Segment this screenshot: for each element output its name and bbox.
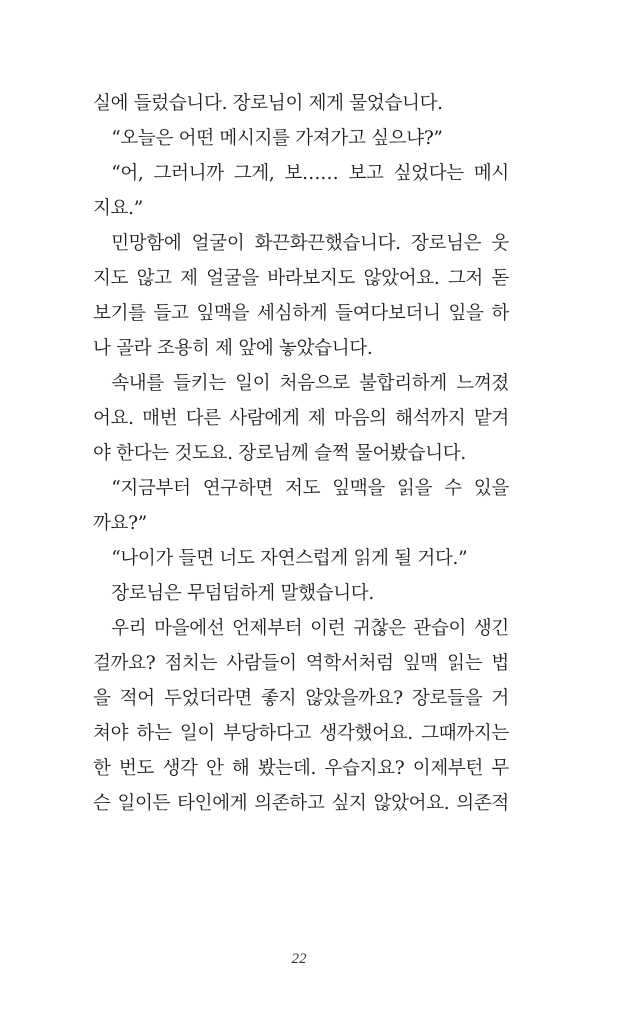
body-text	[93, 86, 509, 821]
text-line: 걸까요? 점치는 사람들이 역학서처럼 잎맥 읽는 법	[93, 653, 509, 674]
text-line: 야 한다는 것도요. 장로님께 슬쩍 물어봤습니다.	[93, 443, 466, 464]
text-line: “어, 그러니까 그게, 보…… 보고 싶었다는 메시	[93, 163, 509, 184]
text-line: 지요.”	[93, 198, 143, 219]
text-line: 쳐야 하는 일이 부당하다고 생각했어요. 그때까지는	[93, 723, 509, 744]
text-line: 우리 마을에선 언제부터 이런 귀찮은 관습이 생긴	[93, 618, 509, 639]
text-line: 속내를 들키는 일이 처음으로 불합리하게 느껴졌	[93, 373, 509, 394]
text-line: “지금부터 연구하면 저도 잎맥을 읽을 수 있을	[93, 478, 509, 499]
page-number: 22	[291, 951, 307, 967]
text-line: 민망함에 얼굴이 화끈화끈했습니다. 장로님은 웃	[93, 233, 509, 254]
text-line: 보기를 들고 잎맥을 세심하게 들여다보더니 잎을 하	[93, 303, 509, 324]
text-line: 까요?”	[93, 513, 147, 534]
text-line: 한 번도 생각 안 해 봤는데. 우습지요? 이제부턴 무	[93, 758, 509, 779]
text-line: 실에 들렀습니다. 장로님이 제게 물었습니다.	[93, 93, 443, 114]
text-line: 을 적어 두었더라면 좋지 않았을까요? 장로들을 거	[93, 688, 509, 709]
text-line: “나이가 들면 너도 자연스럽게 읽게 될 거다.”	[93, 548, 468, 569]
text-line: 장로님은 무덤덤하게 말했습니다.	[93, 583, 374, 604]
text-line: 지도 않고 제 얼굴을 바라보지도 않았어요. 그저 돋	[93, 268, 509, 289]
text-line: “오늘은 어떤 메시지를 가져가고 싶으냐?”	[93, 128, 443, 149]
text-line: 슨 일이든 타인에게 의존하고 싶지 않았어요. 의존적	[93, 793, 509, 814]
text-line: 어요. 매번 다른 사람에게 제 마음의 해석까지 맡겨	[93, 408, 509, 429]
text-line: 나 골라 조용히 제 앞에 놓았습니다.	[93, 338, 373, 359]
